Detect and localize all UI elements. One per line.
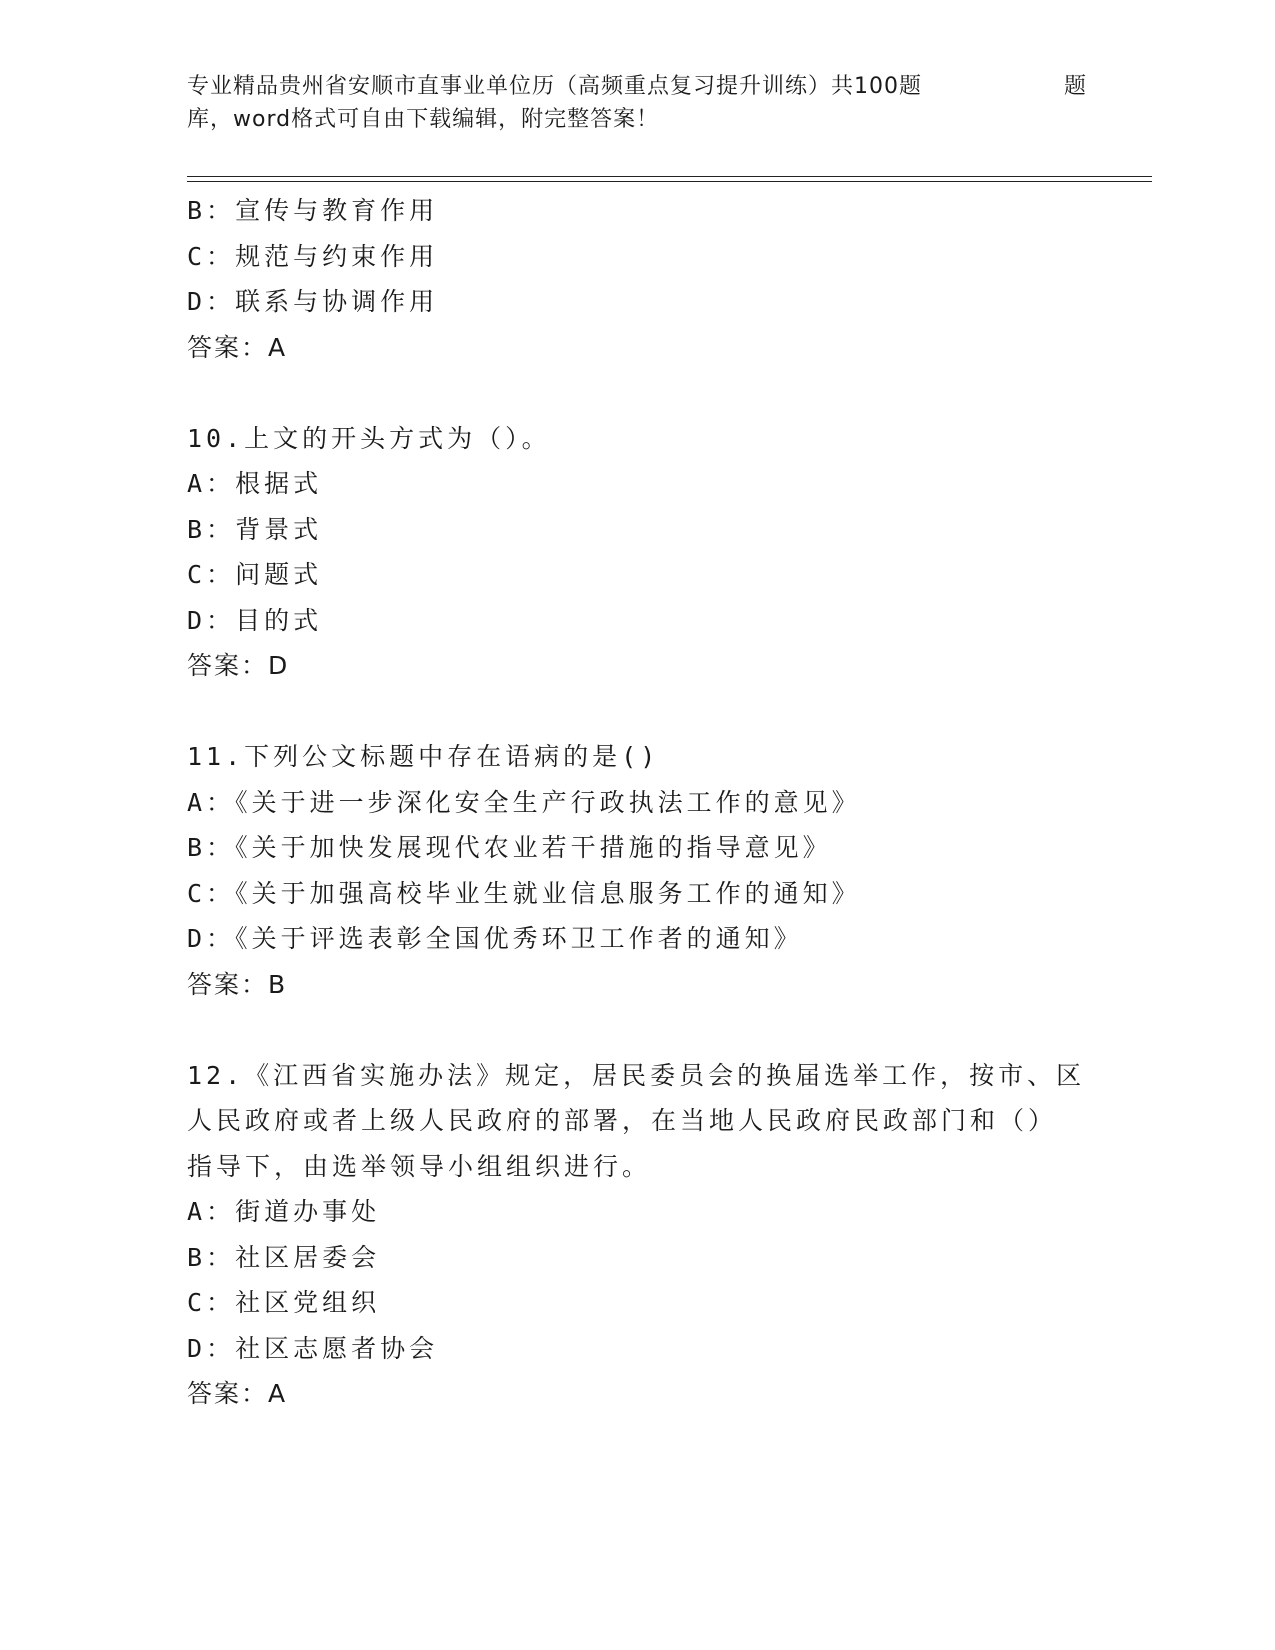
option-c	[187, 1280, 1087, 1326]
option-a	[187, 461, 1087, 507]
option-text: 社区党组织	[235, 1288, 381, 1317]
answer-label: 答案：	[187, 332, 269, 362]
option-b	[187, 188, 1087, 234]
option-b	[187, 1235, 1087, 1281]
question-9-tail	[187, 188, 1087, 370]
option-key: D：	[187, 924, 236, 953]
option-b	[187, 825, 1087, 871]
question-stem-line-3: 指导下，由选举领导小组组织进行。	[187, 1151, 652, 1181]
option-text: 街道办事处	[235, 1197, 381, 1226]
question-12	[187, 1053, 1087, 1417]
option-key: C：	[187, 1288, 236, 1317]
option-key: C：	[187, 878, 236, 908]
spacer	[187, 370, 1087, 416]
option-d	[187, 1326, 1087, 1372]
option-key: A：	[187, 1197, 236, 1226]
answer-label: 答案：	[187, 1379, 269, 1408]
answer-line	[187, 643, 1087, 689]
spacer	[187, 1007, 1087, 1053]
answer-label: 答案：	[187, 651, 269, 680]
option-text: 问题式	[235, 560, 323, 589]
answer-line	[187, 1371, 1087, 1417]
header-rule-top	[187, 176, 1152, 177]
option-c	[187, 552, 1087, 598]
option-key: B：	[187, 833, 236, 862]
spacer	[187, 689, 1087, 735]
option-a	[187, 1189, 1087, 1235]
answer-value: A	[268, 332, 288, 362]
question-stem-line-1: 12.《江西省实施办法》规定，居民委员会的换届选举工作，按市、区	[187, 1060, 1086, 1090]
option-text: 《关于评选表彰全国优秀环卫工作者的通知》	[235, 924, 803, 953]
option-key: A：	[187, 469, 236, 498]
header-line-2: 库，word格式可自由下载编辑，附完整答案！	[187, 107, 660, 132]
question-stem: 11.下列公文标题中存在语病的是()	[187, 742, 660, 771]
option-d	[187, 916, 1087, 962]
option-text: 目的式	[235, 605, 323, 635]
option-a	[187, 780, 1087, 826]
option-text: 宣传与教育作用	[235, 196, 439, 225]
question-11	[187, 734, 1087, 1007]
page-header	[187, 70, 1087, 136]
answer-value: B	[268, 969, 288, 999]
option-b	[187, 507, 1087, 553]
option-text: 《关于进一步深化安全生产行政执法工作的意见》	[235, 787, 861, 817]
answer-line	[187, 962, 1087, 1008]
answer-line	[187, 325, 1087, 371]
header-line-1	[187, 70, 1087, 103]
option-text: 背景式	[235, 514, 323, 544]
answer-value: D	[268, 651, 290, 680]
option-key: A：	[187, 787, 236, 817]
option-key: B：	[187, 196, 236, 225]
option-d	[187, 598, 1087, 644]
option-text: 联系与协调作用	[235, 287, 439, 316]
answer-value: A	[268, 1379, 288, 1408]
question-stem-line-2: 人民政府或者上级人民政府的部署，在当地人民政府民政部门和（）	[187, 1106, 1058, 1135]
option-c	[187, 234, 1087, 280]
option-text: 规范与约束作用	[235, 241, 439, 271]
question-stem: 10.上文的开头方式为（）。	[187, 423, 551, 453]
header-title-tail: 题	[1063, 74, 1087, 99]
option-key: D：	[187, 287, 236, 316]
question-content	[187, 188, 1087, 1417]
option-key: D：	[187, 1333, 236, 1363]
question-10	[187, 416, 1087, 689]
header-title-main: 专业精品贵州省安顺市直事业单位历（高频重点复习提升训练）共100题	[187, 74, 922, 99]
option-text: 《关于加快发展现代农业若干措施的指导意见》	[235, 833, 832, 862]
option-c	[187, 871, 1087, 917]
option-text: 社区志愿者协会	[235, 1333, 439, 1363]
option-key: C：	[187, 560, 236, 589]
option-text: 社区居委会	[235, 1242, 381, 1272]
answer-label: 答案：	[187, 969, 269, 999]
header-rule-bottom	[187, 181, 1152, 182]
option-d	[187, 279, 1087, 325]
option-key: B：	[187, 514, 236, 544]
option-text: 根据式	[235, 469, 323, 498]
option-key: C：	[187, 241, 236, 271]
option-key: D：	[187, 605, 236, 635]
option-text: 《关于加强高校毕业生就业信息服务工作的通知》	[235, 878, 861, 908]
option-key: B：	[187, 1242, 236, 1272]
